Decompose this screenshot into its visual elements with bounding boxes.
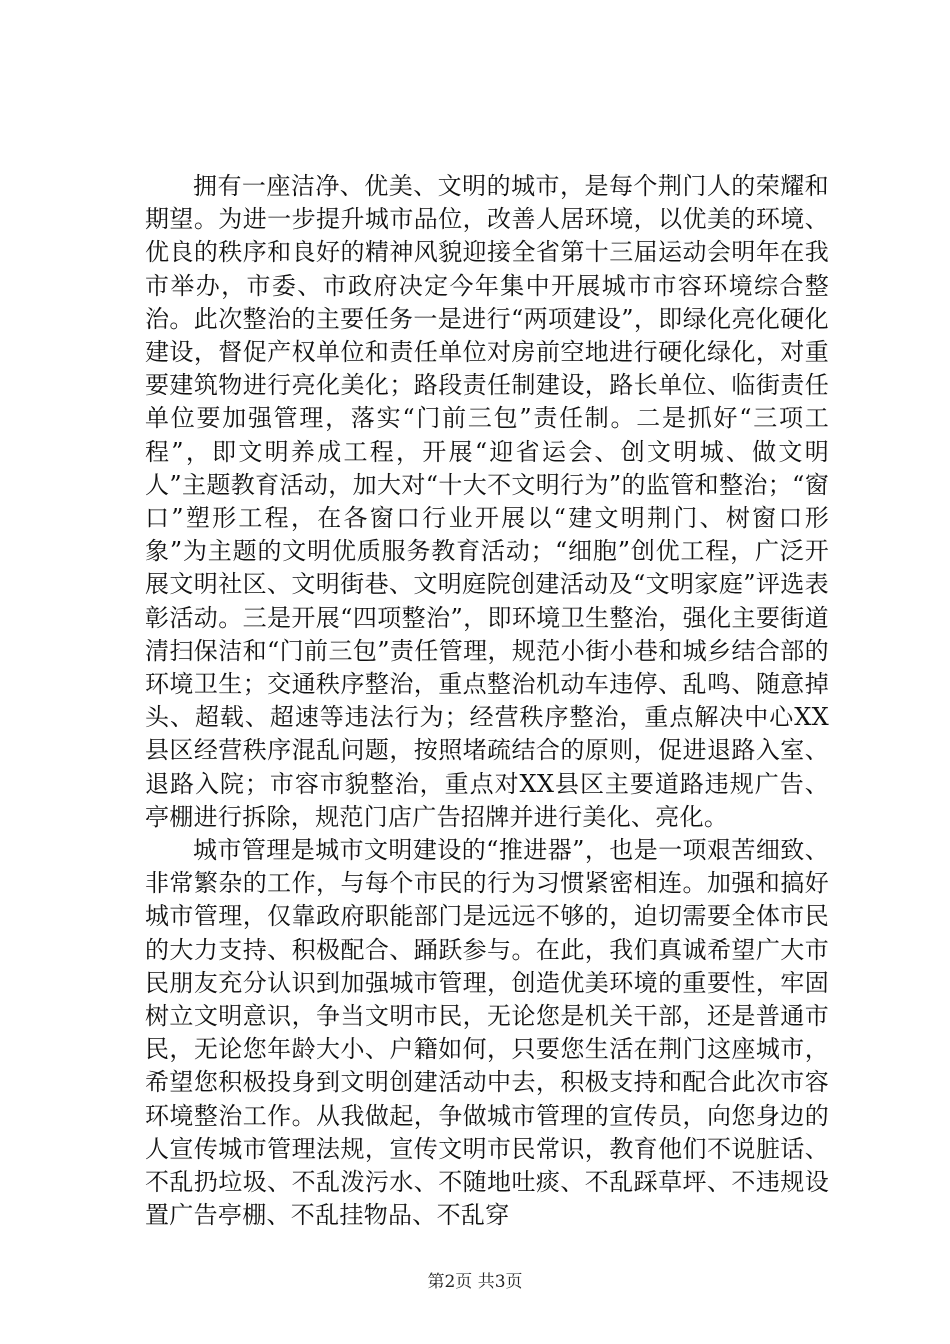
paragraph-2: 城市管理是城市文明建设的“推进器”，也是一项艰苦细致、非常繁杂的工作，与每个市民的行为习惯紧密相连。加强和搞好城市管理，仅靠政府职能部门是远远不够的，迫切需要全体市民的大力支持、积极配合、踊跃参与。在此，我们真诚希望广大市民朋友充分认识到加强城市管理，创造优美环境的重要性，牢固树立文明意识，争当文明市民，无论您是机关干部，还是普通市民，无论您年龄大小、户籍如何，只要您生活在荆门这座城市，希望您积极投身到文明创建活动中去，积极支持和配合此次市容环境整治工作。从我做起，争做城市管理的宣传员，向您身边的人宣传城市管理法规，宣传文明市民常识，教育他们不说脏话、不乱扔垃圾、不乱泼污水、不随地吐痰、不乱踩草坪、不违规设置广告亭棚、不乱挂物品、不乱穿 [145,836,829,1230]
page-number-footer: 第2页 共3页 [427,1272,523,1292]
paragraph-1: 拥有一座洁净、优美、文明的城市，是每个荆门人的荣耀和期望。为进一步提升城市品位，改善人居环境，以优美的环境、优良的秩序和良好的精神风貌迎接全省第十三届运动会明年在我市举办，市委、市政府决定今年集中开展城市市容环境综合整治。此次整治的主要任务一是进行“两项建设”，即绿化亮化硬化建设，督促产权单位和责任单位对房前空地进行硬化绿化，对重要建筑物进行亮化美化；路段责任制建设，路长单位、临街责任单位要加强管理，落实“门前三包”责任制。二是抓好“三项工程”，即文明养成工程，开展“迎省运会、创文明城、做文明人”主题教育活动，加大对“十大不文明行为”的监管和整治；“窗口”塑形工程，在各窗口行业开展以“建文明荆门、树窗口形象”为主题的文明优质服务教育活动；“细胞”创优工程，广泛开展文明社区、文明街巷、文明庭院创建活动及“文明家庭”评选表彰活动。三是开展“四项整治”，即环境卫生整治，强化主要街道清扫保洁和“门前三包”责任管理，规范小街小巷和城乡结合部的环境卫生；交通秩序整治，重点整治机动车违停、乱鸣、随意掉头、超载、超速等违法行为；经营秩序整治，重点解决中心XX县区经营秩序混乱问题，按照堵疏结合的原则，促进退路入室、退路入院；市容市貌整治，重点对XX县区主要道路违规广告、亭棚进行拆除，规范门店广告招牌并进行美化、亮化。 [145,172,829,831]
document-body [145,170,829,1233]
